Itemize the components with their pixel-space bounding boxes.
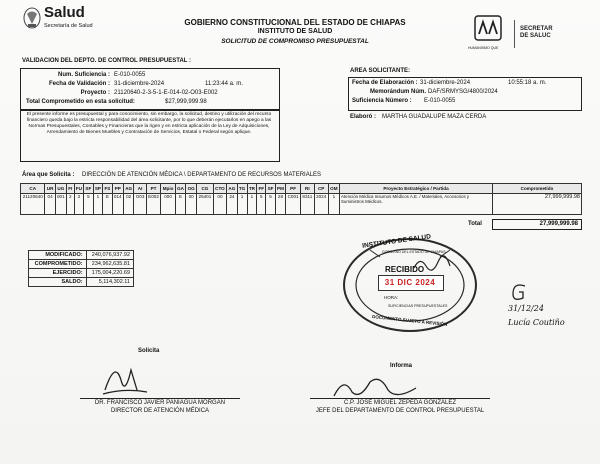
document-title: SOLICITUD DE COMPROMISO PRESUPUESTAL bbox=[221, 38, 369, 45]
proyecto-label: Proyecto : bbox=[80, 90, 110, 96]
gov-title: GOBIERNO CONSTITUCIONAL DEL ESTADO DE CHIAPAS bbox=[184, 18, 406, 27]
table-cell: Atención Médica Insumos Médicos A.E. / Materiales, Accesorios y Suministros Médicos. bbox=[340, 194, 493, 215]
budget-table bbox=[20, 183, 582, 215]
table-header-cell: PM bbox=[275, 184, 285, 194]
fecha-validacion-time: 11:23:44 a. m. bbox=[205, 81, 243, 87]
table-header-cell: UG bbox=[55, 184, 66, 194]
table-cell: 001 bbox=[55, 194, 66, 215]
total-comprometido-label: Total Comprometido en esta solicitud: bbox=[26, 99, 135, 105]
summary-row bbox=[29, 269, 134, 278]
table-header-cell: OM bbox=[328, 184, 339, 194]
fecha-elaboracion-label: Fecha de Elaboración : bbox=[352, 80, 418, 86]
humanismo-caption: HUMANISMO QUE bbox=[468, 46, 499, 50]
summary-value: 5,114,302.11 bbox=[86, 278, 133, 287]
elaboro-label: Elaboró : bbox=[350, 114, 377, 120]
table-header-cell: RI bbox=[301, 184, 315, 194]
table-cell: 1 bbox=[237, 194, 247, 215]
table-cell: 1 bbox=[328, 194, 339, 215]
table-header-row bbox=[21, 184, 582, 194]
table-header-cell: GA bbox=[175, 184, 185, 194]
table-header-cell: CP bbox=[314, 184, 328, 194]
table-header-cell: OG bbox=[186, 184, 197, 194]
table-cell: 00 bbox=[186, 194, 197, 215]
humanismo-logo bbox=[468, 14, 508, 54]
table-header-cell: CA bbox=[21, 184, 45, 194]
informa-title: JEFE DEL DEPARTAMENTO DE CONTROL PRESUPUESTAL bbox=[315, 408, 485, 414]
table-cell: 24 bbox=[227, 194, 237, 215]
table-cell: 25401 bbox=[197, 194, 214, 215]
table-cell: 5 bbox=[257, 194, 266, 215]
fecha-elaboracion-value: 31-diciembre-2024 bbox=[420, 80, 471, 86]
summary-label: MODIFICADO: bbox=[29, 251, 87, 260]
total-comprometido-value: $27,999,999.98 bbox=[165, 99, 207, 105]
salud-logo bbox=[22, 4, 132, 44]
table-cell: 00 bbox=[213, 194, 226, 215]
table-cell: 21120640 bbox=[21, 194, 45, 215]
table-header-cell: PP bbox=[112, 184, 123, 194]
stamp-dept: SUFICIENCIAS PRESUPUESTALES bbox=[388, 304, 448, 308]
table-header-cell: Mpio bbox=[161, 184, 176, 194]
summary-value: 234,962,635.81 bbox=[86, 260, 133, 269]
memorandum-label: Memorándum Núm. bbox=[370, 89, 427, 95]
table-cell: 04 bbox=[45, 194, 55, 215]
solicita-name: DR. FRANCISCO JAVIER PANIAGUA MORGAN bbox=[94, 400, 226, 406]
solicita-area-label: Área que Solicita : bbox=[22, 172, 75, 178]
table-header-cell: SP bbox=[93, 184, 103, 194]
handwritten-initial-icon bbox=[509, 282, 529, 304]
suficiencia-numero-label: Suficiencia Número : bbox=[352, 98, 412, 104]
table-cell: 3 bbox=[74, 194, 84, 215]
table-cell: 5 bbox=[266, 194, 275, 215]
solicita-signature-line bbox=[80, 398, 240, 399]
table-cell: 1 bbox=[93, 194, 103, 215]
table-header-cell: FU bbox=[74, 184, 84, 194]
stamp-inner-top-text: GOBIERNO DEL ESTADO DE CHIAPAS bbox=[382, 250, 446, 254]
validation-heading: VALIDACION DEL DEPTO. DE CONTROL PRESUPUESTAL : bbox=[22, 58, 192, 64]
table-cell: O03 bbox=[134, 194, 146, 215]
salud-logo-text: Salud bbox=[44, 4, 85, 21]
table-total-label: Total bbox=[468, 221, 482, 227]
table-header-cell: TR bbox=[247, 184, 257, 194]
table-header-cell: PT bbox=[146, 184, 161, 194]
informa-signature-line bbox=[310, 398, 490, 399]
stamp-bottom-text: DOCUMENTO SUJETO A REVISIÓN bbox=[371, 314, 448, 327]
solicita-area-value: DIRECCIÓN DE ATENCIÓN MÉDICA \ DEPARTAMENTO DE RECURSOS MATERIALES bbox=[82, 172, 322, 178]
table-header-cell: CTO bbox=[213, 184, 226, 194]
table-cell: 014 bbox=[112, 194, 123, 215]
summary-label: COMPROMETIDO: bbox=[29, 260, 87, 269]
summary-value: 240,076,937.92 bbox=[86, 251, 133, 260]
validation-box bbox=[20, 68, 280, 110]
table-header-cell: CG bbox=[197, 184, 214, 194]
coat-of-arms-icon bbox=[22, 6, 42, 30]
table-cell: 1 bbox=[247, 194, 257, 215]
table-cell: 000 bbox=[161, 194, 176, 215]
summary-label: SALDO: bbox=[29, 278, 87, 287]
hands-logo-icon bbox=[473, 14, 503, 44]
table-header-cell: PF bbox=[286, 184, 301, 194]
num-suficiencia-label: Num. Suficiencia : bbox=[57, 72, 110, 78]
fecha-validacion-label: Fecha de Validación : bbox=[48, 81, 110, 87]
table-header-cell: TG bbox=[237, 184, 247, 194]
stamp-hora: HORA: bbox=[384, 295, 399, 300]
summary-row bbox=[29, 260, 134, 269]
table-header-cell: Comprometido bbox=[493, 184, 582, 194]
stamp-top-text: INSTITUTO DE SALUD bbox=[361, 233, 432, 250]
table-cell: 02 bbox=[123, 194, 133, 215]
table-total-value: 27,999,999.98 bbox=[539, 221, 578, 227]
area-heading: AREA SOLICITANTE: bbox=[350, 68, 410, 74]
fecha-validacion-value: 31-diciembre-2024 bbox=[114, 81, 165, 87]
table-cell: 2024 bbox=[314, 194, 328, 215]
table-header-cell: AG bbox=[227, 184, 237, 194]
summary-value: 175,004,220.69 bbox=[86, 269, 133, 278]
table-cell: 5 bbox=[84, 194, 93, 215]
suficiencia-numero-value: E-010-0055 bbox=[424, 98, 456, 104]
table-cell: 8311 bbox=[301, 194, 315, 215]
table-cell: E bbox=[175, 194, 185, 215]
summary-table bbox=[28, 250, 134, 287]
table-cell: 2 bbox=[66, 194, 74, 215]
table-row bbox=[21, 194, 582, 215]
secretaria-salud-logo: SECRETAR DE SALUC bbox=[520, 26, 553, 39]
stamp-initial-scribble-icon bbox=[412, 254, 452, 274]
table-header-cell: SF bbox=[84, 184, 93, 194]
table-header-cell: Proyecto Estratégico / Partida bbox=[340, 184, 493, 194]
table-cell: 28 bbox=[275, 194, 285, 215]
stamp-date: 31 DIC 2024 bbox=[384, 278, 436, 287]
summary-row bbox=[29, 278, 134, 287]
num-suficiencia-value: E-010-0055 bbox=[114, 72, 146, 78]
logo-divider bbox=[514, 20, 515, 48]
table-cell: C001 bbox=[286, 194, 301, 215]
handwritten-name: Lucía Coutiño bbox=[508, 318, 565, 327]
summary-row bbox=[29, 251, 134, 260]
solicita-heading: Solicita bbox=[138, 348, 160, 354]
table-cell: 27,999,999.98 bbox=[493, 194, 582, 215]
table-header-cell: AI bbox=[134, 184, 146, 194]
stamp-received: RECIBIDO bbox=[385, 265, 425, 274]
handwritten-date: 31/12/24 bbox=[508, 304, 544, 313]
informa-name: C.P. JOSÉ MIGUEL ZEPEDA GONZÁLEZ bbox=[343, 400, 457, 406]
proyecto-value: 21120640-2-3-5-1-E-014-02-O03-E002 bbox=[114, 90, 218, 96]
elaboro-value: MARTHA GUADALUPE MAZA CERDA bbox=[382, 114, 487, 120]
salud-logo-subtitle: Secretaría de Salud bbox=[44, 23, 93, 29]
summary-label: EJERCIDO: bbox=[29, 269, 87, 278]
table-header-cell: FS bbox=[103, 184, 112, 194]
table-header-cell: FI bbox=[66, 184, 74, 194]
fecha-elaboracion-time: 10:55:18 a. m. bbox=[508, 80, 547, 86]
table-header-cell: FF bbox=[257, 184, 266, 194]
solicita-title: DIRECTOR DE ATENCIÓN MÉDICA bbox=[110, 408, 210, 414]
table-cell: E bbox=[103, 194, 112, 215]
solicita-signature-icon bbox=[95, 360, 155, 400]
table-header-cell: SF bbox=[266, 184, 275, 194]
memorandum-value: DAF/SRMYSG/4800/2024 bbox=[428, 89, 498, 95]
table-header-cell: UR bbox=[45, 184, 55, 194]
informa-heading: Informa bbox=[390, 363, 413, 369]
table-cell: E002 bbox=[146, 194, 161, 215]
table-header-cell: AG bbox=[123, 184, 133, 194]
responsibility-note: El presente informe es presupuestal y para conocimiento, sin embargo, la solicitud, destino y utilización del recurso financiero queda bajo la estricta responsabilidad del área solicitante, por lo que deberán ejecutarlos en apego a las Normas Presupuestales, Contables y Financieras que la rigen y en estricta aplicación de la Ley de Adquisiciones, Arrendamiento de Bienes Muebles y Contratación de Servicios, Estatal o Federal según aplique. bbox=[26, 112, 272, 135]
institute-title: INSTITUTO DE SALUD bbox=[257, 28, 333, 35]
